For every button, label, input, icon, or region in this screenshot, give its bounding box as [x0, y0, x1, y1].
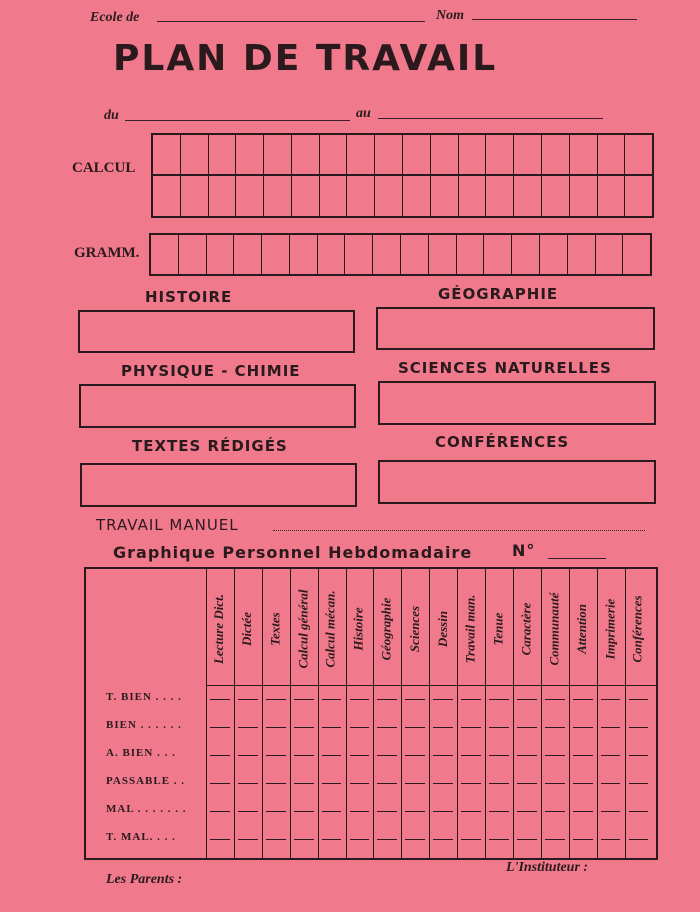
grade-cell[interactable]: [294, 811, 314, 812]
grade-cell[interactable]: [629, 699, 649, 700]
calcul-cell[interactable]: [264, 176, 292, 217]
grade-cell[interactable]: [294, 727, 314, 728]
grade-cell[interactable]: [294, 839, 314, 840]
physique-box[interactable]: [79, 384, 356, 428]
grade-cell[interactable]: [573, 783, 593, 784]
calcul-cell[interactable]: [347, 176, 375, 217]
grade-cell[interactable]: [573, 699, 593, 700]
grade-cell[interactable]: [545, 699, 565, 700]
au-label: au: [356, 106, 371, 121]
grade-cell[interactable]: [601, 755, 621, 756]
grade-cell[interactable]: [461, 839, 481, 840]
column-header-label: Conférences: [630, 595, 646, 663]
du-label: du: [104, 108, 119, 123]
ecole-label: Ecole de: [90, 10, 140, 25]
column-header: [234, 575, 261, 683]
grade-cell[interactable]: [433, 839, 453, 840]
gramm-cell[interactable]: [179, 235, 207, 274]
grade-cell[interactable]: [322, 839, 342, 840]
calcul-cell[interactable]: [375, 135, 403, 174]
graphique-table: [84, 567, 658, 860]
calcul-cell[interactable]: [320, 176, 348, 217]
calcul-cell[interactable]: [181, 176, 209, 217]
grade-label: A. BIEN . . .: [106, 747, 176, 759]
gramm-cell[interactable]: [151, 235, 179, 274]
grade-cell[interactable]: [489, 811, 509, 812]
calcul-cell[interactable]: [459, 135, 487, 174]
grade-cell[interactable]: [489, 839, 509, 840]
grade-cell[interactable]: [517, 839, 537, 840]
calcul-cell[interactable]: [542, 135, 570, 174]
geographie-box[interactable]: [376, 307, 655, 350]
grade-cell[interactable]: [433, 783, 453, 784]
column-header-label: Géographie: [378, 597, 394, 661]
travail-manuel-field[interactable]: [273, 530, 645, 531]
grade-cell[interactable]: [377, 839, 397, 840]
grade-cell[interactable]: [238, 783, 258, 784]
grade-cell[interactable]: [210, 783, 230, 784]
grade-cell[interactable]: [545, 755, 565, 756]
grade-cell[interactable]: [294, 755, 314, 756]
gramm-cell[interactable]: [373, 235, 401, 274]
gramm-cell[interactable]: [484, 235, 512, 274]
calcul-cell[interactable]: [236, 176, 264, 217]
calcul-cell[interactable]: [375, 176, 403, 217]
grade-label: BIEN . . . . . .: [106, 719, 182, 731]
grade-cell[interactable]: [601, 727, 621, 728]
column-header-label: Histoire: [351, 607, 366, 651]
calcul-cell[interactable]: [431, 176, 459, 217]
grade-cell[interactable]: [294, 783, 314, 784]
gramm-cell[interactable]: [429, 235, 457, 274]
grade-cell[interactable]: [405, 783, 425, 784]
nom-label: Nom: [436, 8, 464, 23]
grade-cell[interactable]: [322, 783, 342, 784]
calcul-cell[interactable]: [153, 176, 181, 217]
grade-cell[interactable]: [573, 811, 593, 812]
grade-cell[interactable]: [461, 783, 481, 784]
histoire-label: HISTOIRE: [145, 288, 233, 306]
grade-cell[interactable]: [433, 699, 453, 700]
column-header: [206, 575, 233, 683]
grade-cell[interactable]: [601, 839, 621, 840]
grade-cell[interactable]: [461, 699, 481, 700]
column-header-label: Communauté: [546, 592, 562, 666]
gramm-cell[interactable]: [540, 235, 568, 274]
gramm-label: GRAMM.: [74, 245, 140, 261]
ecole-field[interactable]: [157, 21, 425, 22]
grade-cell[interactable]: [377, 699, 397, 700]
grade-cell[interactable]: [629, 811, 649, 812]
column-header: [401, 575, 428, 683]
grade-cell[interactable]: [489, 699, 509, 700]
grade-cell[interactable]: [322, 755, 342, 756]
grade-label: T. MAL. . . .: [106, 831, 176, 843]
calcul-cell[interactable]: [181, 135, 209, 174]
calcul-cell[interactable]: [570, 176, 598, 217]
grade-cell[interactable]: [322, 811, 342, 812]
column-header: [373, 575, 400, 683]
grade-cell[interactable]: [322, 699, 342, 700]
page-title: PLAN DE TRAVAIL: [113, 38, 498, 79]
column-header-label: Calcul général: [295, 589, 311, 669]
grade-cell[interactable]: [601, 811, 621, 812]
grade-cell[interactable]: [266, 699, 286, 700]
textes-box[interactable]: [80, 463, 357, 507]
calcul-cell[interactable]: [236, 135, 264, 174]
gramm-cell[interactable]: [401, 235, 429, 274]
textes-label: TEXTES RÉDIGÉS: [132, 437, 288, 455]
graphique-no-field[interactable]: [548, 558, 606, 559]
gramm-cell[interactable]: [234, 235, 262, 274]
calcul-cell[interactable]: [486, 135, 514, 174]
grade-cell[interactable]: [573, 727, 593, 728]
travail-manuel-label: TRAVAIL MANUEL: [96, 516, 239, 534]
calcul-grid[interactable]: [151, 133, 654, 218]
calcul-cell[interactable]: [209, 176, 237, 217]
grade-cell[interactable]: [405, 755, 425, 756]
column-header: [429, 575, 456, 683]
grade-cell[interactable]: [350, 755, 370, 756]
calcul-cell[interactable]: [403, 135, 431, 174]
graphique-title: Graphique Personnel Hebdomadaire: [113, 543, 473, 562]
grade-cell[interactable]: [545, 811, 565, 812]
grade-cell[interactable]: [210, 811, 230, 812]
grade-cell[interactable]: [405, 811, 425, 812]
grade-cell[interactable]: [350, 699, 370, 700]
grade-cell[interactable]: [573, 755, 593, 756]
gramm-cell[interactable]: [623, 235, 650, 274]
grade-cell[interactable]: [377, 783, 397, 784]
calcul-cell[interactable]: [292, 135, 320, 174]
grade-cell[interactable]: [294, 699, 314, 700]
graphique-no-label: N°: [512, 541, 536, 560]
nom-field[interactable]: [472, 19, 637, 20]
grade-cell[interactable]: [489, 783, 509, 784]
gramm-cell[interactable]: [596, 235, 624, 274]
grade-cell[interactable]: [350, 839, 370, 840]
grade-cell[interactable]: [350, 811, 370, 812]
calcul-cell[interactable]: [403, 176, 431, 217]
grade-cell[interactable]: [266, 783, 286, 784]
histoire-box[interactable]: [78, 310, 355, 353]
grade-cell[interactable]: [629, 755, 649, 756]
grade-cell[interactable]: [210, 839, 230, 840]
grade-cell[interactable]: [601, 699, 621, 700]
calcul-cell[interactable]: [486, 176, 514, 217]
grade-cell[interactable]: [545, 839, 565, 840]
grade-cell[interactable]: [377, 811, 397, 812]
sciences-box[interactable]: [378, 381, 656, 425]
column-header-label: Textes: [267, 612, 283, 646]
grade-cell[interactable]: [210, 727, 230, 728]
grade-cell[interactable]: [573, 839, 593, 840]
grade-cell[interactable]: [517, 783, 537, 784]
column-header-label: Dessin: [434, 610, 450, 648]
grade-cell[interactable]: [629, 783, 649, 784]
grade-cell[interactable]: [266, 755, 286, 756]
grade-cell[interactable]: [433, 811, 453, 812]
gramm-cell[interactable]: [568, 235, 596, 274]
grade-cell[interactable]: [405, 727, 425, 728]
grade-cell[interactable]: [517, 755, 537, 756]
calcul-cell[interactable]: [625, 176, 652, 217]
grade-cell[interactable]: [545, 783, 565, 784]
column-header: [513, 575, 540, 683]
column-header-label: Dictée: [239, 612, 255, 646]
grade-cell[interactable]: [377, 755, 397, 756]
grade-cell[interactable]: [461, 727, 481, 728]
grade-cell[interactable]: [238, 755, 258, 756]
column-header: [597, 575, 624, 683]
column-header-label: Tenue: [490, 612, 506, 646]
gramm-cell[interactable]: [457, 235, 485, 274]
grade-cell[interactable]: [517, 811, 537, 812]
grade-cell[interactable]: [433, 727, 453, 728]
column-header-label: Caractère: [518, 602, 534, 656]
column-header: [485, 575, 512, 683]
column-header-label: Calcul mécan.: [323, 590, 339, 668]
calcul-cell[interactable]: [431, 135, 459, 174]
calcul-cell[interactable]: [264, 135, 292, 174]
grade-cell[interactable]: [210, 755, 230, 756]
calcul-cell[interactable]: [459, 176, 487, 217]
grade-cell[interactable]: [322, 727, 342, 728]
calcul-cell[interactable]: [542, 176, 570, 217]
grade-cell[interactable]: [545, 727, 565, 728]
grade-cell[interactable]: [405, 699, 425, 700]
calcul-cell[interactable]: [598, 176, 626, 217]
conferences-label: CONFÉRENCES: [435, 433, 570, 451]
grade-cell[interactable]: [377, 727, 397, 728]
calcul-cell[interactable]: [153, 135, 181, 174]
column-header: [541, 575, 568, 683]
geographie-label: GÉOGRAPHIE: [438, 285, 559, 303]
calcul-cell[interactable]: [570, 135, 598, 174]
grade-cell[interactable]: [517, 727, 537, 728]
gramm-cell[interactable]: [512, 235, 540, 274]
calcul-cell[interactable]: [598, 135, 626, 174]
grade-cell[interactable]: [517, 699, 537, 700]
column-header-label: Travail man.: [462, 594, 478, 664]
calcul-cell[interactable]: [347, 135, 375, 174]
calcul-cell[interactable]: [320, 135, 348, 174]
physique-label: PHYSIQUE - CHIMIE: [121, 362, 301, 380]
grade-cell[interactable]: [461, 811, 481, 812]
grade-cell[interactable]: [238, 699, 258, 700]
grade-cell[interactable]: [601, 783, 621, 784]
grade-label: T. BIEN . . . .: [106, 691, 182, 703]
gramm-cell[interactable]: [345, 235, 373, 274]
grade-label: PASSABLE . .: [106, 775, 186, 787]
grade-cell[interactable]: [629, 839, 649, 840]
calcul-cell[interactable]: [514, 135, 542, 174]
column-header-label: Attention: [574, 604, 590, 654]
gramm-cell[interactable]: [262, 235, 290, 274]
grade-label: MAL . . . . . . .: [106, 803, 187, 815]
calcul-cell[interactable]: [292, 176, 320, 217]
column-header: [318, 575, 345, 683]
grade-cell[interactable]: [350, 727, 370, 728]
grade-cell[interactable]: [238, 811, 258, 812]
gramm-grid[interactable]: [149, 233, 652, 276]
grade-cell[interactable]: [210, 699, 230, 700]
column-header-label: Lecture Dict.: [211, 593, 227, 665]
column-header: [457, 575, 484, 683]
conferences-box[interactable]: [378, 460, 656, 504]
calcul-label: CALCUL: [72, 160, 136, 176]
column-header-label: Sciences: [406, 605, 422, 653]
grade-cell[interactable]: [266, 727, 286, 728]
column-header: [346, 575, 373, 683]
calcul-cell[interactable]: [514, 176, 542, 217]
grade-cell[interactable]: [238, 839, 258, 840]
sciences-label: SCIENCES NATURELLES: [398, 359, 612, 377]
gramm-cell[interactable]: [207, 235, 235, 274]
gramm-cell[interactable]: [290, 235, 318, 274]
column-header: [569, 575, 596, 683]
grade-cell[interactable]: [238, 727, 258, 728]
parents-label: Les Parents :: [106, 872, 183, 887]
header-divider: [206, 685, 656, 686]
calcul-cell[interactable]: [209, 135, 237, 174]
grade-cell[interactable]: [629, 727, 649, 728]
grade-cell[interactable]: [489, 727, 509, 728]
du-field[interactable]: [125, 120, 350, 121]
grade-cell[interactable]: [266, 811, 286, 812]
grade-cell[interactable]: [350, 783, 370, 784]
column-header-label: Imprimerie: [602, 598, 618, 660]
grade-cell[interactable]: [266, 839, 286, 840]
grade-cell[interactable]: [433, 755, 453, 756]
grade-cell[interactable]: [461, 755, 481, 756]
column-header: [625, 575, 652, 683]
calcul-cell[interactable]: [625, 135, 652, 174]
instituteur-label: L'Instituteur :: [506, 860, 589, 875]
column-header: [290, 575, 317, 683]
grade-cell[interactable]: [489, 755, 509, 756]
au-field[interactable]: [378, 118, 603, 119]
gramm-cell[interactable]: [318, 235, 346, 274]
column-header: [262, 575, 289, 683]
grade-cell[interactable]: [405, 839, 425, 840]
